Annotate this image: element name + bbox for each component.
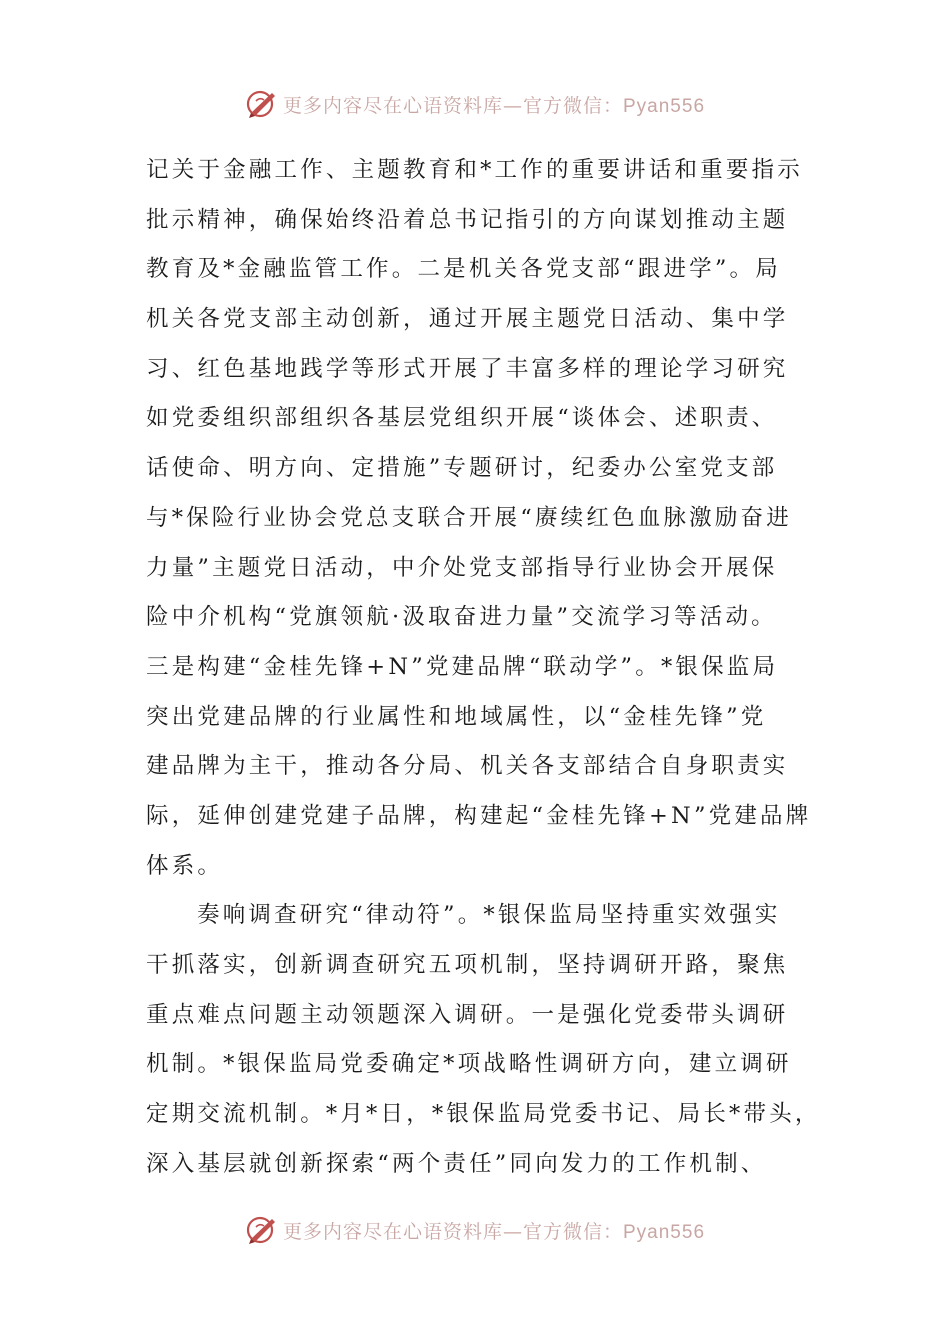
text-line: 突出党建品牌的行业属性和地域属性，以“金桂先锋”党	[146, 703, 767, 730]
header-watermark-text: 更多内容尽在心语资料库—官方微信：Pyan556	[282, 94, 706, 117]
text-line: 教育及*金融监管工作。二是机关各党支部“跟进学”。局	[146, 256, 781, 283]
text-line: 三是构建“金桂先锋+N”党建品牌“联动学”。*银保监局	[146, 653, 779, 680]
text-line: 力量”主题党日活动，中介处党支部指导行业协会开展保	[146, 554, 778, 581]
paragraph-first-line: 奏响调查研究“律动符”。*银保监局坚持重实效强实	[197, 902, 781, 929]
text-line: 深入基层就创新探索“两个责任”同向发力的工作机制、	[146, 1150, 767, 1177]
text-line: 机关各党支部主动创新，通过开展主题党日活动、集中学	[146, 306, 789, 333]
footer-watermark-banner	[0, 1210, 950, 1250]
footer-watermark-text: 更多内容尽在心语资料库—官方微信：Pyan556	[282, 1220, 706, 1243]
text-line: 习、红色基地践学等形式开展了丰富多样的理论学习研究	[146, 355, 789, 382]
text-line: 记关于金融工作、主题教育和*工作的重要讲话和重要指示	[146, 157, 803, 183]
header-watermark-banner	[0, 84, 950, 124]
text-line: 批示精神，确保始终沿着总书记指引的方向谋划推动主题	[146, 206, 789, 233]
text-line: 干抓落实，创新调查研究五项机制，坚持调研开路，聚焦	[146, 952, 789, 978]
text-line: 险中介机构“党旗领航·汲取奋进力量”交流学习等活动。	[146, 604, 777, 631]
text-line: 与*保险行业协会党总支联合开展“赓续红色血脉激励奋进	[146, 504, 792, 531]
text-line: 建品牌为主干，推动各分局、机关各支部结合自身职责实	[146, 753, 789, 780]
text-line: 话使命、明方向、定措施”专题研讨，纪委办公室党支部	[146, 455, 778, 482]
document-body	[146, 146, 821, 1189]
text-line: 体系。	[146, 852, 224, 879]
text-line: 定期交流机制。*月*日，*银保监局党委书记、局长*带头，	[146, 1101, 821, 1128]
pen-logo-icon	[245, 1213, 279, 1247]
pen-logo-icon	[245, 87, 279, 121]
text-line: 机制。*银保监局党委确定*项战略性调研方向，建立调研	[146, 1051, 792, 1078]
text-line: 际，延伸创建党建子品牌，构建起“金桂先锋+N”党建品牌	[146, 802, 812, 829]
text-line: 重点难点问题主动领题深入调研。一是强化党委带头调研	[146, 1001, 789, 1028]
text-line: 如党委组织部组织各基层党组织开展“谈体会、述职责、	[146, 405, 778, 432]
